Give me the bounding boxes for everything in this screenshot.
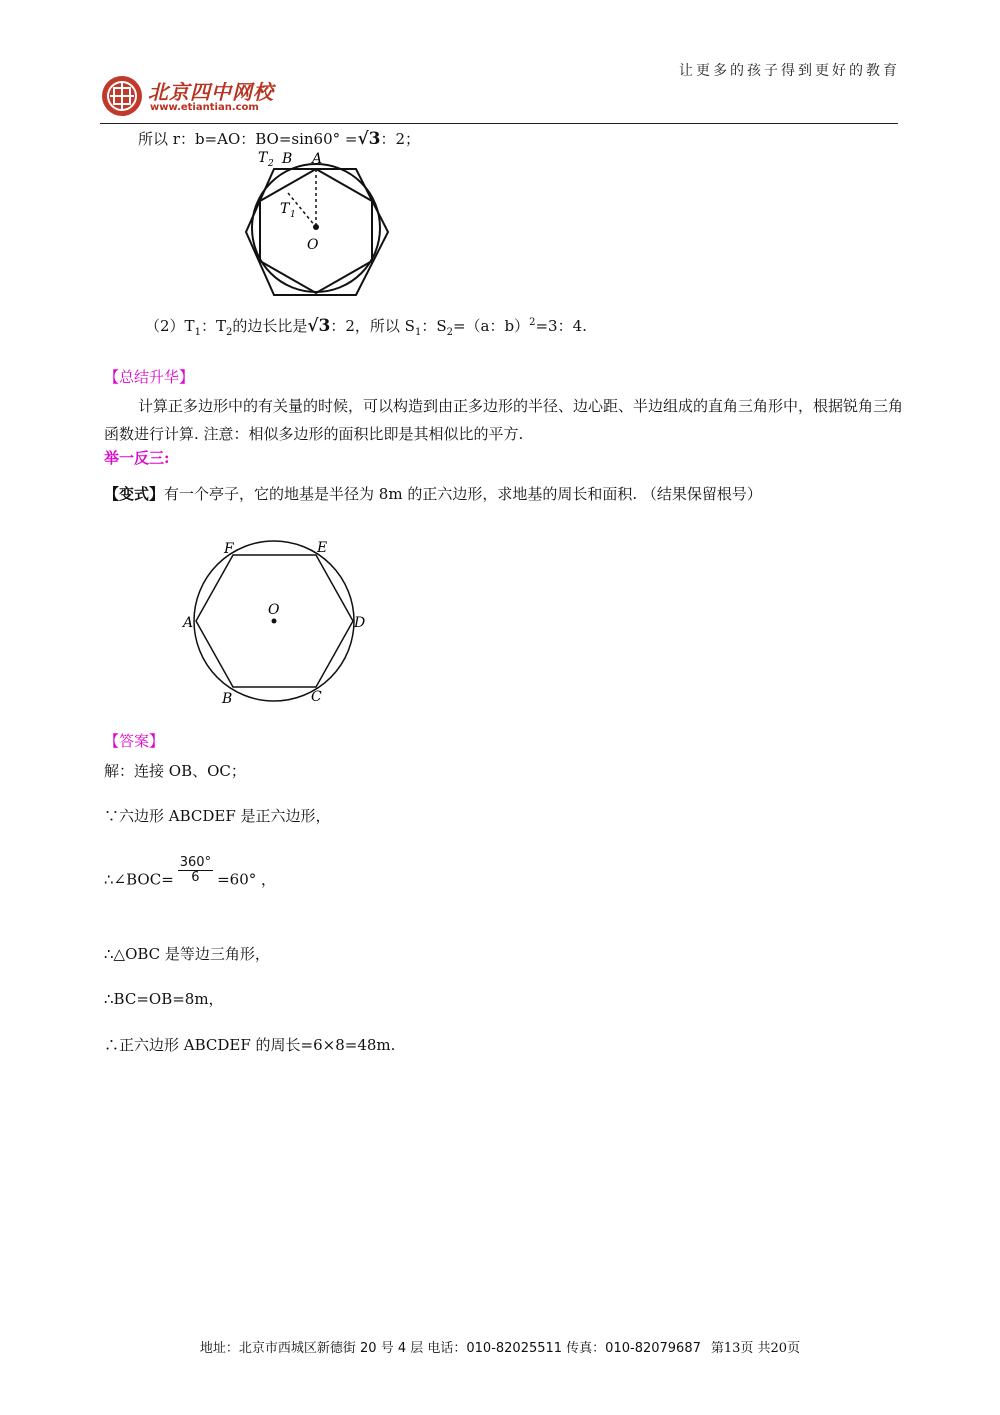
label-d: D [354, 615, 366, 631]
label-t2: T [258, 150, 268, 166]
figure-hexagon-in-circle [180, 535, 375, 710]
footer-address: 地址：北京市西城区新德街 20 号 4 层 电话：010-82025511 传真：010-82079687 [199, 1341, 701, 1356]
practice-heading: 举一反三: [104, 449, 170, 467]
answer-line-4: ∴△OBC 是等边三角形， [104, 945, 270, 963]
answer-line-1: 解：连接 OB、OC； [104, 762, 246, 780]
header-divider [100, 123, 898, 124]
answer-heading: 【答案】 [104, 732, 165, 750]
figure-hexagons-circle [240, 145, 395, 300]
label-a2: A [183, 615, 194, 631]
label-o: O [307, 237, 319, 253]
label-t1-sub: 1 [290, 210, 296, 220]
answer-line-5: ∴BC=OB=8m， [104, 990, 224, 1008]
school-logo [100, 70, 300, 122]
label-b2: B [222, 691, 233, 707]
label-e: E [317, 540, 328, 556]
label-b: B [282, 151, 293, 167]
footer-page-number: 第13页 共20页 [710, 1341, 801, 1356]
label-t1: T [280, 201, 290, 217]
label-a: A [312, 151, 323, 167]
answer-line-6: ∴正六边形 ABCDEF 的周长=6×8=48m. [104, 1036, 396, 1054]
logo-url: www.etiantian.com [150, 102, 259, 113]
part2-line: $(2)T_1$：$T_2$的边长比是√3：2，所以 $S_1$：$S_2=(a$：b）$^2$=3：4. [145, 316, 587, 338]
fraction-360-6: $\frac{360^\circ}{6}$ [179, 855, 212, 885]
page-footer [0, 1337, 1000, 1356]
summary-text: 计算正多边形中的有关量的时候，可以构造到由正多边形的半径、边心距、半边组成的直角三角形中，根据锐角三角函数进行计算. 注意：相似多边形的面积比即是其相似比的平方. [104, 397, 904, 443]
label-c: C [311, 689, 322, 705]
logo-text: 北京四中网校 [148, 80, 274, 104]
answer-line-3: ∴∠BOC= $\frac{360^\circ}{6}$ =60° ， [104, 855, 277, 889]
ratio-line: 所以 r：b=AO：BO=sin60° =√3：2； [138, 129, 421, 149]
label-t2-sub: 2 [268, 159, 274, 169]
header-slogan: 让更多的孩子得到更好的教育 [679, 63, 900, 79]
summary-heading: 【总结升华】 [104, 368, 195, 386]
label-o2: O [268, 602, 280, 618]
answer-line-2: ∵六边形 ABCDEF 是正六边形， [104, 807, 331, 825]
label-f: F [224, 541, 234, 557]
variant-line: 【变式】有一个亭子，它的地基是半径为 8m 的正六边形，求地基的周长和面积. （结果保留根号） [104, 485, 762, 503]
